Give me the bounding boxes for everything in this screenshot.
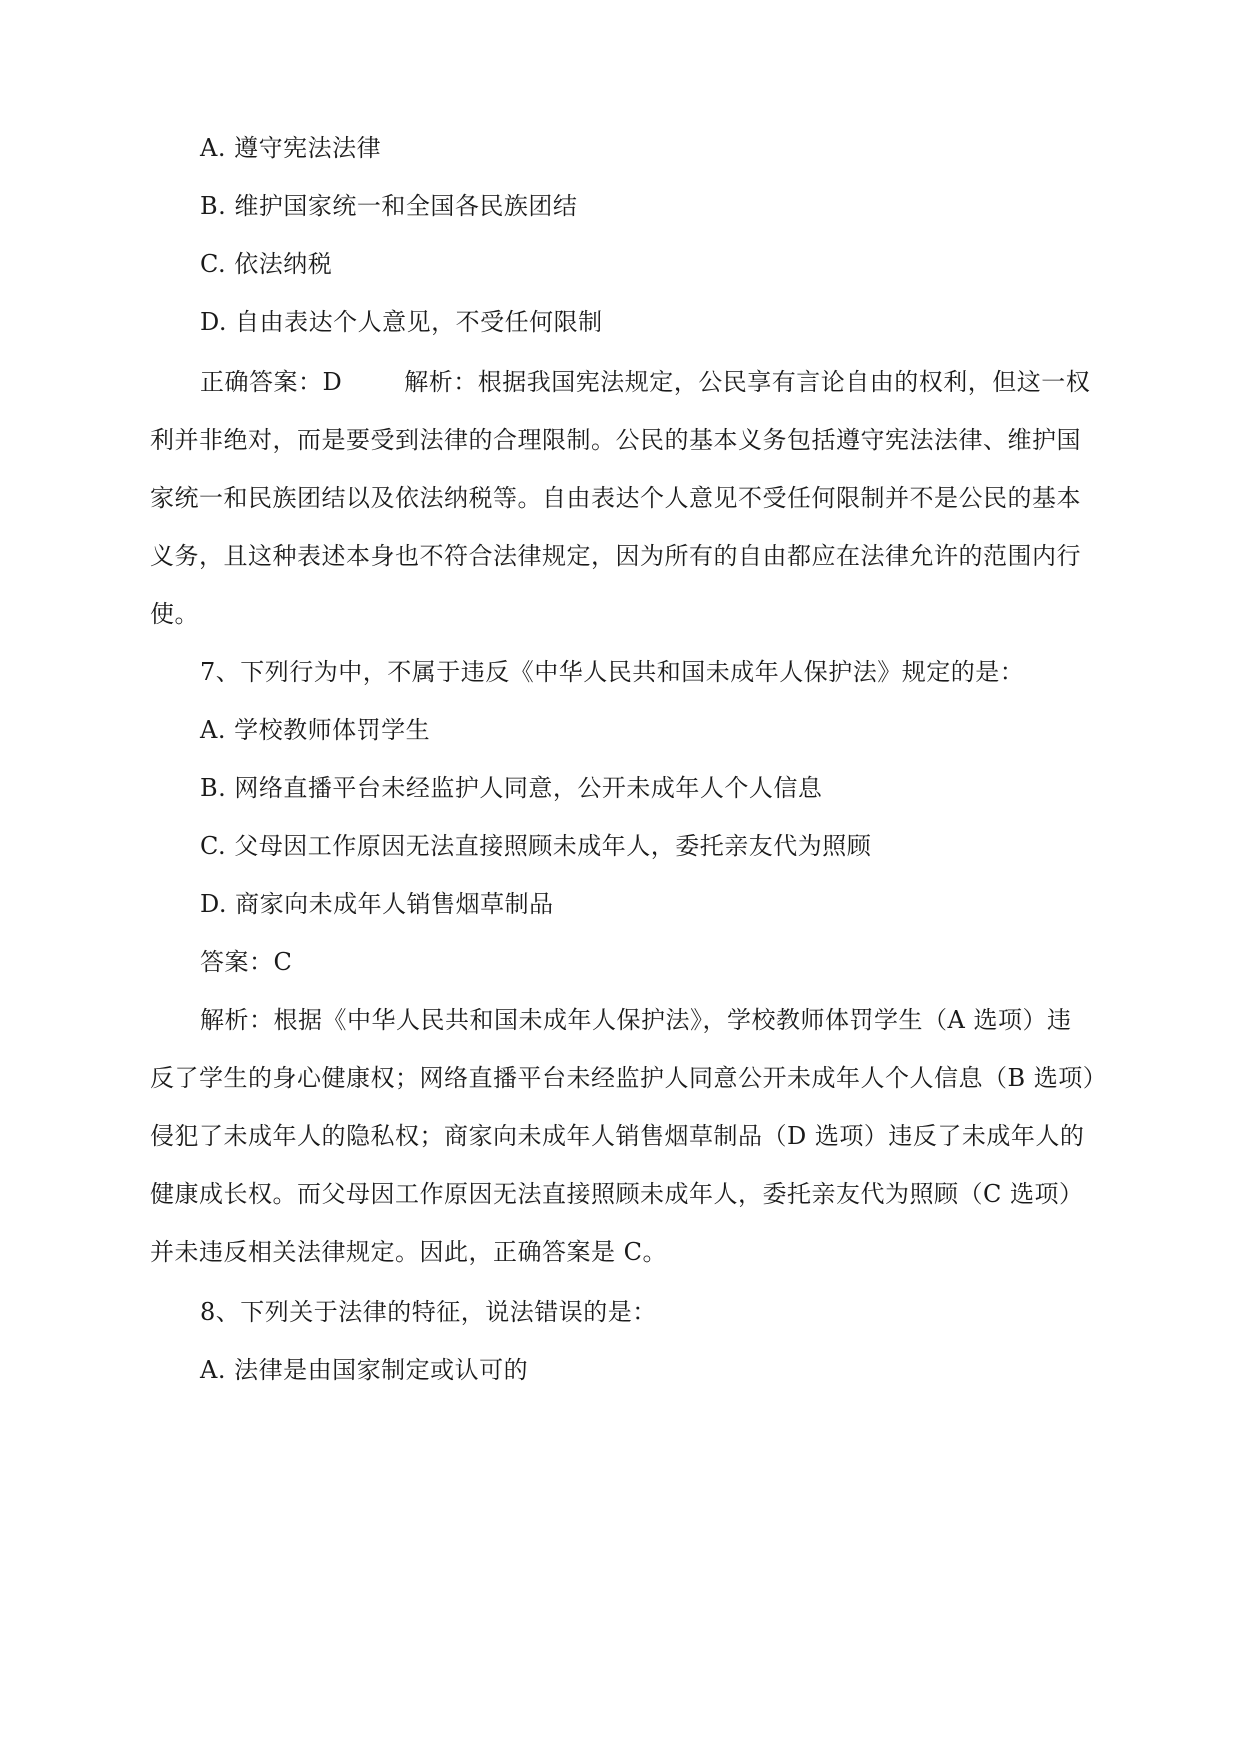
q6-analysis-line-4: 使。: [150, 600, 199, 628]
q6-analysis-line-3: 义务，且这种表述本身也不符合法律规定，因为所有的自由都应在法律允许的范围内行: [150, 542, 1081, 570]
q7-option-b: B. 网络直播平台未经监护人同意，公开未成年人个人信息: [200, 774, 823, 802]
q6-answer-row: [200, 366, 1090, 398]
q8-question: 8、下列关于法律的特征，说法错误的是：: [200, 1298, 657, 1326]
q7-option-a: A. 学校教师体罚学生: [200, 716, 431, 744]
q6-option-c: C. 依法纳税: [200, 250, 333, 278]
q7-analysis-line-4: 并未违反相关法律规定。因此，正确答案是 C。: [150, 1238, 667, 1266]
q7-analysis-line-2: 侵犯了未成年人的隐私权；商家向未成年人销售烟草制品（D 选项）违反了未成年人的: [150, 1122, 1085, 1150]
q6-analysis-first: 解析：根据我国宪法规定，公民享有言论自由的权利，但这一权: [404, 368, 1091, 396]
q8-option-a: A. 法律是由国家制定或认可的: [200, 1356, 529, 1384]
q7-option-c: C. 父母因工作原因无法直接照顾未成年人，委托亲友代为照顾: [200, 832, 872, 860]
q7-question: 7、下列行为中，不属于违反《中华人民共和国未成年人保护法》规定的是：: [200, 658, 1025, 686]
q6-option-b: B. 维护国家统一和全国各民族团结: [200, 192, 578, 220]
q7-analysis-line-1: 反了学生的身心健康权；网络直播平台未经监护人同意公开未成年人个人信息（B 选项）: [150, 1064, 1108, 1092]
q6-analysis-line-1: 利并非绝对，而是要受到法律的合理限制。公民的基本义务包括遵守宪法法律、维护国: [150, 426, 1081, 454]
q6-option-a: A. 遵守宪法法律: [200, 134, 382, 162]
q7-analysis-line-0: 解析：根据《中华人民共和国未成年人保护法》，学校教师体罚学生（A 选项）违: [200, 1006, 1072, 1034]
q7-answer: 答案：C: [200, 948, 293, 976]
q6-option-d: D. 自由表达个人意见，不受任何限制: [200, 308, 603, 336]
q7-option-d: D. 商家向未成年人销售烟草制品: [200, 890, 554, 918]
q6-answer: 正确答案：D: [200, 368, 343, 396]
q6-analysis-line-2: 家统一和民族团结以及依法纳税等。自由表达个人意见不受任何限制并不是公民的基本: [150, 484, 1081, 512]
q7-analysis-line-3: 健康成长权。而父母因工作原因无法直接照顾未成年人，委托亲友代为照顾（C 选项）: [150, 1180, 1084, 1208]
